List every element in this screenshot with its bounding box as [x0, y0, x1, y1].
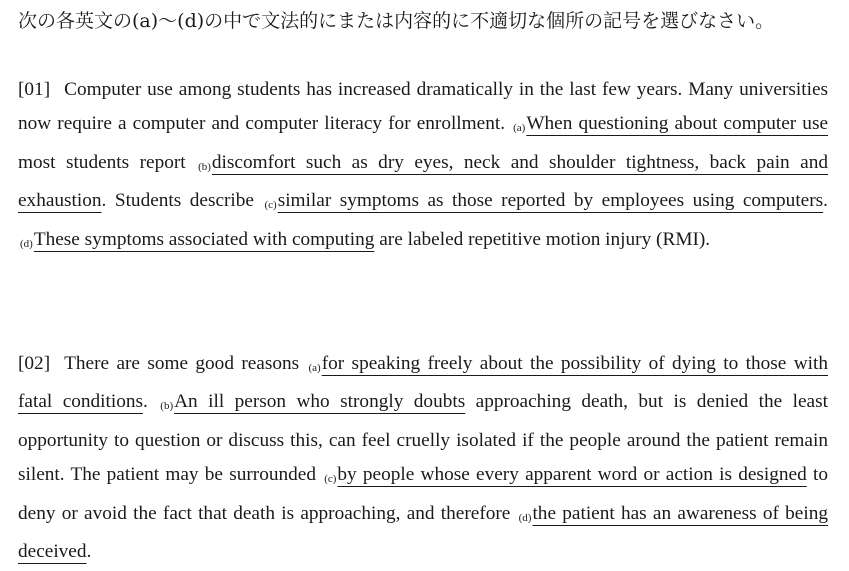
question-intro: There are some good reasons — [64, 353, 307, 374]
question-text: most students report — [18, 151, 197, 173]
question-text: to deny or avoid the fact that death is approaching, and therefore — [18, 464, 828, 524]
option-b-text[interactable]: An ill person who strongly doubts — [174, 391, 466, 413]
option-c-label: (c) — [324, 473, 337, 486]
option-c-text[interactable]: by people whose every apparent word or action is designed — [337, 464, 807, 486]
option-d-label: (d) — [20, 237, 33, 250]
question-number: [01] — [18, 79, 51, 100]
option-b-label: (b) — [198, 160, 211, 173]
question-number: [02] — [18, 353, 51, 374]
question-text: approaching death, but is denied the least opportunity to question or discuss this, can feel cruelly isolated if the people around the patient remain silent. The patient may be surrounded — [18, 391, 828, 486]
option-c-label: (c) — [264, 199, 277, 212]
question-text: . Students describe — [101, 190, 263, 212]
option-d-text[interactable]: These symptoms associated with computing — [33, 228, 375, 250]
question-text: . — [823, 190, 828, 212]
option-d-text[interactable]: the patient has an awareness of being deceived — [18, 502, 828, 563]
question-text: . — [86, 541, 92, 563]
option-d-label: (d) — [518, 511, 532, 524]
question-text: . — [143, 391, 159, 413]
option-c-text[interactable]: similar symptoms as those reported by employees using computers — [277, 190, 824, 212]
option-a-label: (a) — [513, 122, 526, 135]
option-a-text[interactable]: When questioning about computer use — [526, 113, 829, 135]
option-b-label: (b) — [160, 400, 174, 413]
instruction-text: 次の各英文の(a)～(d)の中で文法的にまたは内容的に不適切な個所の記号を選びなさい。 — [18, 10, 775, 32]
option-a-label: (a) — [308, 362, 321, 374]
question-intro: Computer use among students has increased dramatically in the last few years. Many universities now require a computer and computer literacy for enrollment. — [18, 79, 828, 135]
option-b-text[interactable]: discomfort such as dry eyes, neck and shoulder tightness, back pain and exhaustion — [18, 151, 828, 212]
question-01 — [18, 73, 828, 261]
question-text: are labeled repetitive motion injury (RMI). — [374, 228, 711, 250]
question-02 — [18, 347, 828, 569]
option-a-text[interactable]: for speaking freely about the possibility of dying to those with fatal conditions — [18, 353, 828, 413]
